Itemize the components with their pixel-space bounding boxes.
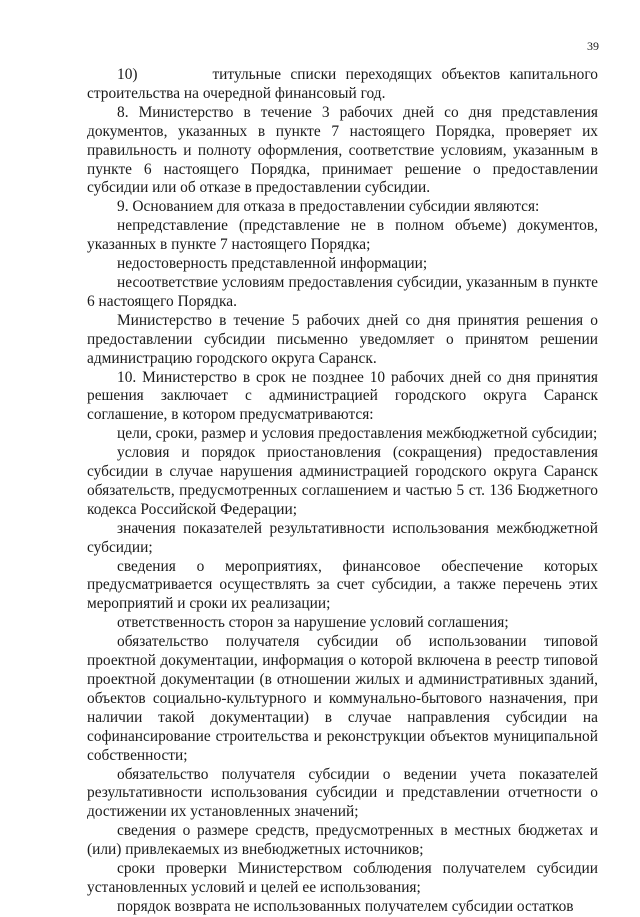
paragraph-list-item-10: 10) титульные списки переходящих объектов капитального строительства на очередной финансовый год.	[87, 66, 598, 102]
paragraph-agreement-term-8: сведения о размере средств, предусмотренных в местных бюджетах и (или) привлекаемых из внебюджетных источников;	[87, 822, 598, 859]
paragraph-agreement-term-9: сроки проверки Министерством соблюдения получателем субсидии установленных условий и целей ее использования;	[87, 860, 598, 896]
paragraph-agreement-term-5: ответственность сторон за нарушение условий соглашения;	[117, 614, 509, 632]
paragraph-refusal-ground-1: непредставление (представление не в полном объеме) документов, указанных в пункте 7 настоящего Порядка;	[87, 217, 598, 254]
paragraph-clause-9: 9. Основанием для отказа в предоставлении субсидии являются:	[117, 198, 540, 216]
paragraph-agreement-term-7: обязательство получателя субсидии о ведении учета показателей результативности использования субсидии и представлении отчетности о достижении их установленных значений;	[87, 765, 598, 821]
paragraph-agreement-term-10: порядок возврата не использованных получателем субсидии остатков	[117, 897, 574, 915]
paragraph-clause-8: 8. Министерство в течение 3 рабочих дней со дня представления документов, указанных в пункте 7 настоящего Порядка, проверяет их правильность и полноту оформления, соответствие условиям, указанным в пункте 6 настоящего Порядка, принимает решение о предоставлении субсидии или об отказе в предоставлении субсидии.	[87, 103, 598, 197]
paragraph-notification: Министерство в течение 5 рабочих дней со дня принятия решения о предоставлении субсидии письменно уведомляет о принятом решении администрацию городского округа Саранск.	[87, 311, 598, 367]
paragraph-agreement-term-1: цели, сроки, размер и условия предоставления межбюджетной субсидии;	[117, 425, 598, 443]
paragraph-agreement-term-4: сведения о мероприятиях, финансовое обеспечение которых предусматривается осуществлять за счет субсидии, а также перечень этих мероприятий и сроки их реализации;	[87, 557, 598, 613]
paragraph-agreement-term-6: обязательство получателя субсидии об использовании типовой проектной документации, информация о которой включена в реестр типовой проектной документации (в отношении жилых и административных зданий, объектов социально-культурного и коммунально-бытового назначения, при наличии такой документации) в случае направления субсидии на софинансирование строительства и реконструкции объектов муниципальной собственности;	[87, 633, 598, 764]
paragraph-agreement-term-2: условия и порядок приостановления (сокращения) предоставления субсидии в случае нарушения администрацией городского округа Саранск обязательств, предусмотренных соглашением и частью 5 ст. 136 Бюджетного кодекса Российской Федерации;	[87, 444, 598, 518]
page-number: 39	[587, 39, 599, 53]
paragraph-clause-10: 10. Министерство в срок не позднее 10 рабочих дней со дня принятия решения заключает с администрацией городского округа Саранск соглашение, в котором предусматриваются:	[87, 368, 598, 424]
paragraph-agreement-term-3: значения показателей результативности использования межбюджетной субсидии;	[87, 519, 598, 556]
paragraph-refusal-ground-2: недостоверность представленной информации;	[117, 255, 428, 273]
document-body	[87, 66, 598, 917]
paragraph-refusal-ground-3: несоответствие условиям предоставления субсидии, указанным в пункте 6 настоящего Порядка.	[87, 273, 598, 310]
